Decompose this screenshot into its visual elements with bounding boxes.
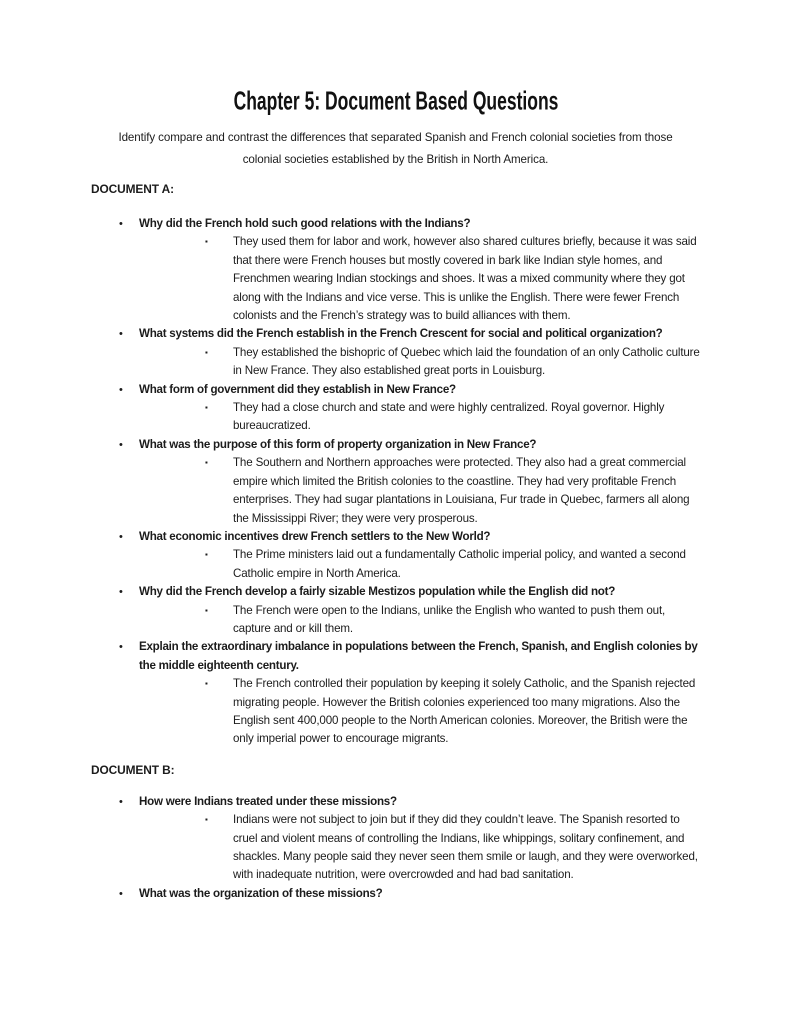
bullet-icon: •: [119, 586, 123, 599]
section-heading-document-b: DOCUMENT B:: [91, 762, 175, 777]
question-text: What was the purpose of this form of property organization in New France?: [139, 437, 537, 451]
question-item: [119, 583, 700, 601]
square-bullet-icon: ▪: [205, 347, 208, 357]
question-item: [119, 215, 700, 233]
square-bullet-icon: ▪: [205, 679, 208, 689]
answer-text: Indians were not subject to join but if they did they couldn’t leave. The Spanish resorted to cruel and violent means of controlling the Indians, like whippings, solitary confinement, and shackles. Many people said they never seen them smile or laugh, and they were overworked, with inadequate nutrition, were overcrowded and had bad sanitation.: [233, 813, 698, 882]
square-bullet-icon: ▪: [205, 550, 208, 560]
answer-item: [205, 675, 700, 749]
question-item: [119, 436, 700, 454]
square-bullet-icon: ▪: [205, 458, 208, 468]
answer-text: The Southern and Northern approaches were protected. They also had a great commercial empire which limited the British colonies to the coastline. They had very profitable French enterprises. They had sugar plantations in Louisiana, Fur trade in Quebec, farmers all along the Mississippi River; they were very prosperous.: [233, 456, 690, 525]
answer-item: [205, 602, 700, 639]
question-text: How were Indians treated under these missions?: [139, 794, 397, 808]
answer-text: The Prime ministers laid out a fundamentally Catholic imperial policy, and wanted a second Catholic empire in North America.: [233, 548, 686, 580]
document-b-list: [91, 793, 700, 903]
answer-text: They had a close church and state and were highly centralized. Royal governor. Highly bureaucratized.: [233, 401, 665, 433]
bullet-icon: •: [119, 383, 123, 396]
answer-item: [205, 811, 700, 885]
title-container: [91, 86, 700, 116]
bullet-icon: •: [119, 641, 123, 654]
question-item: [119, 528, 700, 546]
question-text: Why did the French develop a fairly sizable Mestizos population while the English did not?: [139, 585, 616, 599]
answer-text: The French were open to the Indians, unlike the English who wanted to push them out, capture and or kill them.: [233, 603, 666, 635]
question-text: What systems did the French establish in the French Crescent for social and political organization?: [139, 327, 663, 341]
question-item: [119, 325, 700, 343]
page-title: Chapter 5: Document Based Questions: [233, 86, 558, 116]
question-text: What economic incentives drew French settlers to the New World?: [139, 529, 491, 543]
question-item: [119, 793, 700, 811]
question-text: What was the organization of these missions?: [139, 886, 383, 900]
answer-item: [205, 454, 700, 528]
answer-item: [205, 546, 700, 583]
bullet-icon: •: [119, 328, 123, 341]
assignment-prompt: Identify compare and contrast the differences that separated Spanish and French colonial societies from those colonial societies established by the British in North America.: [118, 131, 673, 166]
bullet-icon: •: [119, 218, 123, 230]
answer-text: They established the bishopric of Quebec which laid the foundation of an only Catholic culture in New France. They also established great ports in Louisburg.: [233, 345, 700, 378]
square-bullet-icon: ▪: [205, 605, 208, 615]
question-item: [119, 638, 700, 675]
answer-item: [205, 399, 700, 436]
question-text: Explain the extraordinary imbalance in populations between the French, Spanish, and English colonies by the middle eighteenth century.: [139, 640, 698, 672]
square-bullet-icon: ▪: [205, 403, 208, 413]
question-text: What form of government did they establish in New France?: [139, 382, 456, 396]
bullet-icon: •: [119, 795, 123, 808]
document-a-list: [91, 215, 700, 749]
bullet-icon: •: [119, 887, 123, 900]
section-heading-document-a: DOCUMENT A:: [91, 182, 175, 196]
question-item: [119, 885, 700, 903]
answer-item: [205, 344, 700, 381]
square-bullet-icon: ▪: [205, 237, 208, 247]
answer-text: The French controlled their population by keeping it solely Catholic, and the Spanish rejected migrating people. However the British colonies experienced too many migrations. Also the English sent 400,000 people to the North American colonies. Moreover, the British were the only imperial power to encourage migrants.: [233, 677, 696, 746]
answer-item: [205, 233, 700, 325]
answer-text: They used them for labor and work, however also shared cultures briefly, because it was said that there were French houses but mostly covered in bark like Indian style homes, and Frenchmen wearing Indian stockings and shoes. It was a mixed community where they got along with the Indians and vice verse. This is unlike the English. There were fewer French colonists and the French’s strategy was to build alliances with them.: [233, 235, 697, 323]
bullet-icon: •: [119, 438, 123, 451]
bullet-icon: •: [119, 530, 123, 543]
question-text: Why did the French hold such good relations with the Indians?: [139, 217, 471, 230]
square-bullet-icon: ▪: [205, 815, 208, 825]
question-item: [119, 381, 700, 399]
